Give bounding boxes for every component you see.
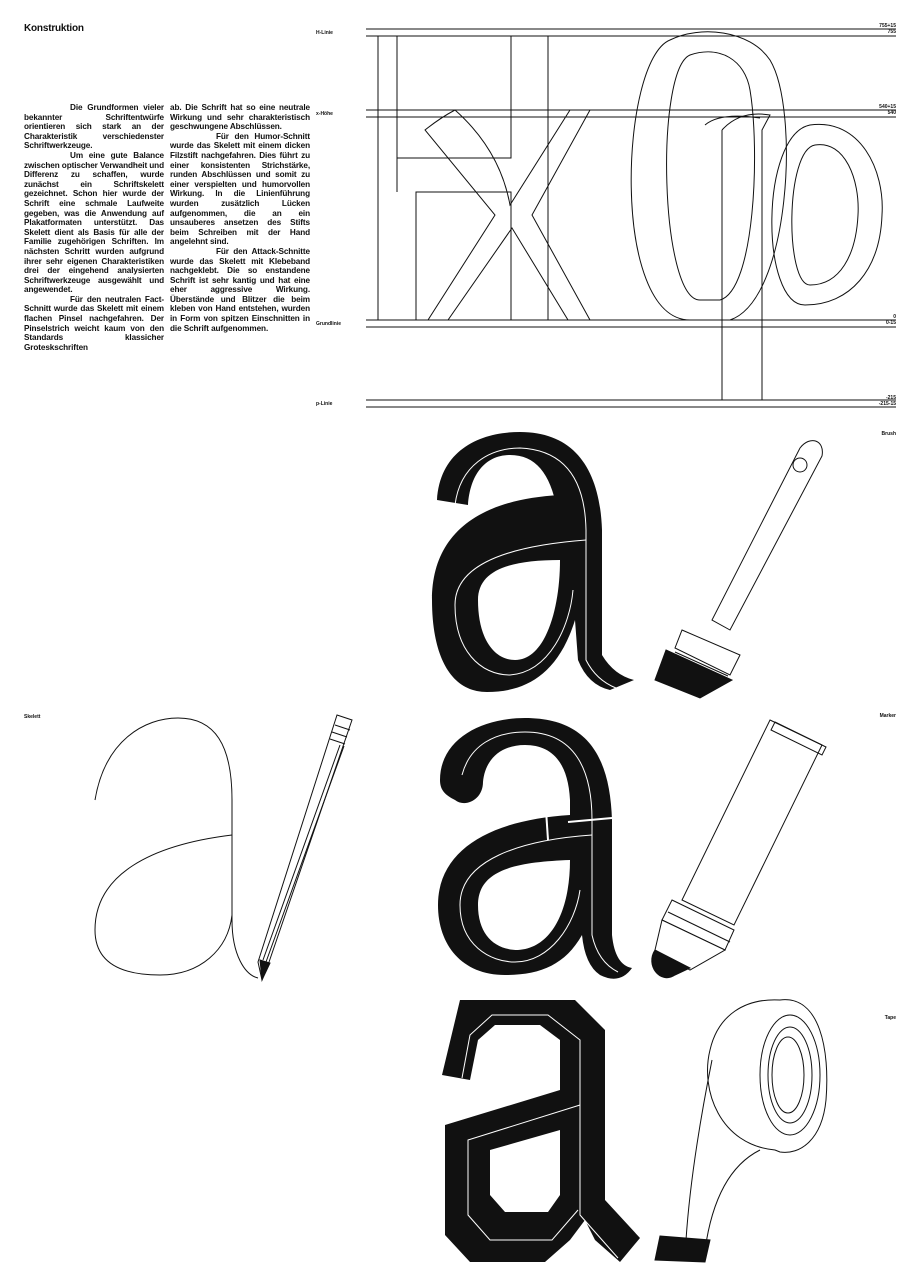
- marker-icon: [652, 720, 826, 978]
- guide-value: -215: [885, 395, 896, 401]
- glyph-loop-outer: [631, 32, 786, 320]
- tape-roll-icon: [655, 1000, 827, 1262]
- guide-value: 540: [887, 109, 896, 116]
- guide-value: 540+15: [879, 104, 896, 110]
- paragraph: Für den neutralen Fact-Schnitt wurde das Skelett mit einem flachen Pinsel nachgefahren. Der Pinselstrich weicht kaum von den Standards klassicher Groteskschriften: [24, 294, 164, 352]
- guide-value: 0-15: [885, 319, 896, 326]
- glyph-bowl-outer: [772, 124, 882, 305]
- guide-value: -215-15: [878, 400, 896, 407]
- glyph-loop-inner: [667, 52, 755, 300]
- glyph-a-skeleton: [95, 718, 258, 978]
- paragraph: Für den Humor-Schnitt wurde das Skelett mit einem dicken Filzstift nachgefahren. Dies führt zu einer konsistenten Strichstärke, runden Abschlüssen und somit zu einer verspielten und humorvollen Wirkung. In die Linienführung wurden zusätzlich Lücken aufgenommen, die an ein unsauberes ansetzen des Stifts beim Schreiben mit der Hand angelehnt sind.: [170, 131, 310, 247]
- guide-value: 755: [887, 28, 896, 35]
- glyph-h-outline: [378, 36, 548, 320]
- page-title: Konstruktion: [24, 23, 84, 34]
- guide-value: 0: [893, 314, 896, 320]
- glyph-a-tape: [442, 1000, 640, 1262]
- glyph-x-outline: [425, 110, 590, 320]
- guide-label-baseline: Grundlinie: [316, 321, 341, 327]
- paragraph: Die Grundformen vieler bekannter Schriftentwürfe orientieren sich stark an der Charakteristik verschiedenster Schriftwerkzeuge.: [24, 103, 164, 151]
- glyph-a-brush: [432, 432, 634, 692]
- guide-lines: [366, 29, 896, 407]
- guide-value: 755+15: [879, 23, 896, 29]
- guide-label-x-height: x-Höhe: [316, 111, 333, 117]
- tool-label-brush: Brush: [881, 431, 896, 437]
- glyph-descender: [722, 114, 770, 400]
- paragraph: Für den Attack-Schnitte wurde das Skelett mit Klebeband nachgeklebt. Die so enstandene Schrift ist sehr kantig und hat eine eher aggressive Wirkung. Überstände und Blitzer die beim kleben von Hand entstehen, wurden in Form von spitzen Einschnitten in die Schrift aufgenommen.: [170, 246, 310, 333]
- guide-label-h-line: H-Linie: [316, 30, 333, 36]
- glyph-bowl-inner: [792, 145, 858, 285]
- brush-icon: [655, 441, 822, 698]
- glyph-a-marker: [438, 718, 632, 979]
- guide-label-p-line: p-Linie: [316, 401, 333, 407]
- paragraph: Um eine gute Balance zwischen optischer Verwandheit und Differenz zu schaffen, wurde zunächst ein Schriftskelett gezeichnet. Schon hier wurde der Schrift eine schmale Laufweite gegeben, was die Anwendung auf Plakatformaten unterstützt. Das Skelett dient als Basis für alle der Familie zugehörigen Schriften. Im nächsten Schritt wurden aufgrund ihrer sehr eigenen Charakteristiken drei der eingehend analysierten Schriftwerkzeuge ausgewählt und angewendet.: [24, 150, 164, 295]
- paragraph: ab. Die Schrift hat so eine neutrale Wirkung und sehr charakteristisch geschwungene Abschlüssen.: [170, 103, 310, 132]
- tool-label-tape: Tape: [884, 1015, 896, 1021]
- pencil-icon: [258, 715, 352, 980]
- glyph-outlines-hxap: [378, 32, 882, 400]
- tool-label-skeleton: Skelett: [24, 714, 41, 720]
- tool-label-marker: Marker: [879, 713, 896, 719]
